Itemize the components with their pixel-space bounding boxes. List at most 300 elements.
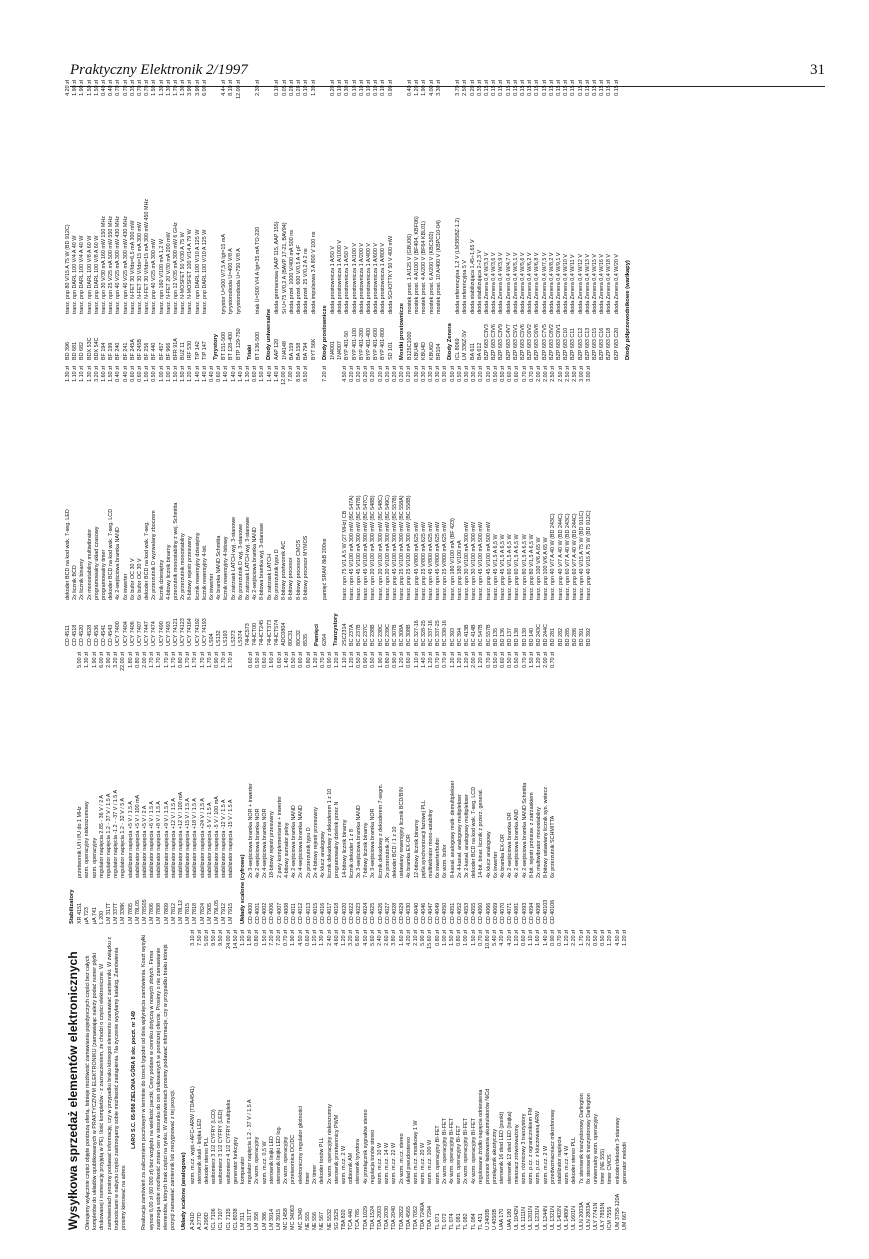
part-description: 6x inwerter: [122, 573, 129, 600]
part-number: 80C31: [288, 630, 295, 646]
part-description: 2x przerzutnik typu D: [305, 827, 312, 878]
part-price: 0.70 zł: [319, 652, 326, 668]
part-number: LM 336Z-5V: [462, 330, 469, 360]
part-number: BZP 683 C6V2: [527, 324, 534, 360]
table-row: [267, 366, 274, 646]
part-price: 1.20 zł: [312, 930, 319, 946]
part-price: 1.00 zł: [441, 930, 448, 946]
table-row: [356, 652, 363, 924]
part-price: 0.70 zł: [283, 930, 290, 946]
table-row: [507, 652, 514, 924]
part-description: 2x wzm. operacyjny: [283, 1136, 290, 1184]
part-price: 0.20 zł: [370, 366, 377, 382]
table-row: [236, 80, 243, 360]
part-price: 1.20 zł: [536, 652, 542, 668]
part-price: 1.30 zł: [86, 366, 93, 382]
table-row: [622, 930, 629, 1230]
table-row: [406, 366, 413, 646]
part-number: ULN 2003A: [578, 1202, 585, 1230]
part-description: regulacja tonów stereo: [369, 1129, 376, 1184]
part-number: BF 240: [115, 342, 122, 360]
table-row: [255, 80, 262, 360]
part-number: BD 243C: [536, 624, 542, 646]
part-number: LM 7815: [185, 903, 192, 924]
part-number: IRF 530: [187, 340, 194, 360]
part-price: 3.70 zł: [455, 80, 462, 96]
part-price: 7.20 zł: [322, 366, 329, 382]
part-number: TIP 147: [201, 341, 208, 360]
table-row: [277, 652, 284, 924]
table-row: [542, 80, 549, 360]
part-description: sterownik przetwornicy PWM: [333, 1114, 340, 1184]
part-price: 1.70 zł: [170, 652, 177, 668]
table-row: [94, 80, 101, 360]
part-number: TDA 7052: [412, 1206, 419, 1230]
part-description: dioda prostownicza 1 A/400 V: [365, 242, 372, 314]
part-price: 0.60 zł: [262, 652, 269, 668]
part-number: 1N4007: [337, 341, 344, 360]
part-number: BC 237A: [348, 624, 355, 646]
part-number: TL 081: [456, 1213, 463, 1230]
table-row: [180, 366, 187, 646]
part-price: 0.60 zł: [298, 652, 305, 668]
table-row: [399, 652, 406, 924]
part-description: tranz. N-MOSFET 50 V/30 A 75 W: [180, 232, 187, 314]
part-number: MC 3340: [297, 1208, 304, 1230]
part-description: 4x bramka NAND Schmitta: [216, 535, 223, 600]
table-row: [579, 366, 586, 646]
table-row: [558, 366, 565, 646]
table-row: [550, 652, 557, 924]
table-row: [79, 80, 86, 360]
part-description: mostek prost. 4 A/200 V (BF64 KBL01): [421, 221, 428, 314]
part-price: 0.50 zł: [456, 366, 463, 382]
table-row: [149, 652, 156, 924]
part-price: 1.20 zł: [513, 930, 520, 946]
part-number: BD 681: [72, 342, 79, 360]
part-price: 2.60 zł: [384, 930, 391, 946]
part-description: mostek prost. 10 A/400 V (KBPC10-04): [435, 220, 442, 314]
table-row: [534, 80, 541, 360]
part-price: 0.05 zł: [281, 80, 288, 96]
part-number: CD 4011: [291, 903, 298, 924]
table-row: [115, 80, 122, 360]
part-number: BA 158: [296, 342, 303, 360]
part-price: 1.70 zł: [221, 652, 228, 668]
part-price: 0.70 zł: [442, 652, 449, 668]
part-price: 0.50 zł: [514, 652, 521, 668]
table-row: [226, 930, 233, 1230]
part-description: licznik rewersyjny 4-bit.: [201, 544, 208, 600]
part-description: tranz. npn 45 V/100 mA 300 mW (BC 547C): [363, 495, 370, 600]
part-number: KBU6D: [428, 342, 435, 360]
part-number: BC 308A: [399, 624, 406, 646]
table-row: [320, 652, 327, 924]
part-price: 0.10 zł: [380, 80, 387, 96]
table-row: [378, 366, 385, 646]
part-description: stabilizator napięcia -5 V / 100 mA: [214, 796, 221, 878]
part-price: 0.90 zł: [363, 652, 370, 668]
part-description: tranz. pnp 45 V/800 mA 625 mW: [413, 522, 420, 600]
part-price: 0.40 zł: [122, 366, 129, 382]
part-price: 4.50 zł: [362, 930, 369, 946]
table-row: [435, 930, 442, 1230]
part-number: ICL 8038: [232, 1208, 239, 1230]
table-row: [248, 652, 255, 924]
table-row: [514, 652, 521, 924]
part-description: tranz. npn 40 V/25 mA 300 mW 430 MHz: [122, 216, 129, 314]
part-number: NE 555: [304, 1212, 311, 1230]
table-row: [427, 930, 434, 1230]
part-number: BC 394: [456, 628, 463, 646]
part-description: licznik rewersyjny 4-bitowy: [223, 536, 230, 600]
part-description: dioda Zenera 0,4 W/9,1 V: [556, 252, 562, 314]
part-price: 1.80 zł: [247, 930, 254, 946]
part-description: dioda Zenera 0,4 W/5,6 V: [519, 252, 526, 314]
part-description: 2x wzm. operacyjny BI-FET: [441, 1118, 448, 1184]
table-row: [421, 80, 428, 360]
part-number: 74HCT00: [252, 622, 259, 646]
part-number: U 4050B: [492, 1209, 499, 1230]
table-row: [586, 366, 593, 646]
part-price: 7.50 zł: [196, 930, 203, 946]
part-description: tranz. pnp 100 V/6 A 65 W: [543, 537, 550, 600]
part-number: CD 4070: [499, 902, 506, 924]
table-row: [207, 652, 214, 924]
part-price: 1.20 zł: [463, 652, 470, 668]
part-number: LM 317T: [247, 1208, 254, 1230]
part-price: 1.20 zł: [240, 930, 247, 946]
table-row: [327, 652, 334, 924]
part-number: TDA 7240A: [420, 1202, 427, 1230]
part-number: 6264: [322, 634, 329, 646]
table-row: [204, 930, 211, 1230]
table-row: [65, 80, 72, 360]
part-description: 8x przerzutnik typu D: [273, 549, 280, 600]
part-description: tranz. npn DARL 100 V/10 A 125 W: [194, 229, 201, 314]
part-description: woltomierz 3 1/2 CYFRY (LCD): [211, 1109, 218, 1184]
table-row: [178, 652, 185, 924]
part-description: dioda Zenera 0,4 W/6,8 V: [534, 252, 541, 314]
table-row: [166, 366, 173, 646]
part-number: UCY 74123: [180, 618, 187, 646]
part-number: UCY 74164: [187, 618, 194, 646]
part-description: tranz. pnp 40 V/25 mA 300 mW: [151, 239, 158, 314]
part-price: 3.20 zł: [348, 930, 355, 946]
table-row: [385, 652, 392, 924]
part-price: 1.70 zł: [173, 80, 180, 96]
part-price: 2.00 zł: [543, 652, 550, 668]
part-price: 1.70 zł: [228, 652, 235, 668]
part-description: 6x inwerter: [209, 573, 216, 600]
part-price: 0.50 zł: [492, 652, 499, 668]
part-description: regulator napięcia 1.2 - 37 V / 1.5 A: [247, 1099, 254, 1184]
part-number: 8535: [302, 634, 309, 646]
part-number: 74HCT245: [259, 619, 266, 646]
part-description: 2x wzm. m.cz. stereo: [398, 1133, 405, 1184]
part-number: UCY 7490: [158, 621, 165, 646]
table-row: [305, 930, 312, 1230]
part-number: TCA 440: [348, 1209, 355, 1230]
part-number: CD 4541: [101, 624, 108, 646]
part-price: 8.50 zł: [295, 366, 302, 382]
table-row: [187, 80, 194, 360]
part-price: 2.10 zł: [412, 930, 419, 946]
part-number: TL 084: [470, 1213, 477, 1230]
part-description: multiwibrator mono-astabilny: [427, 809, 434, 878]
table-row: [311, 80, 318, 360]
part-description: sterownik skali - linijka LED: [196, 1118, 203, 1184]
column-4: [65, 80, 825, 360]
table-row: [420, 930, 427, 1230]
part-price: 1.20 zł: [399, 652, 406, 668]
table-row: [284, 652, 291, 924]
part-number: BD 244C: [543, 624, 550, 646]
part-description: 6x inwerter/bufor: [435, 837, 442, 878]
table-row: [259, 366, 266, 646]
part-price: 5.90 zł: [420, 930, 427, 946]
part-description: tranz. npn 30 V/100 mA 300 mW: [471, 522, 478, 600]
table-row: [233, 930, 240, 1230]
table-row: [171, 652, 178, 924]
part-number: BZP 683 C5V6: [519, 324, 526, 360]
part-description: tranz. npn 45 V/100 mA 500 mW: [478, 522, 485, 600]
part-description: wzm. m.cz. 22 W: [391, 1142, 398, 1184]
price-table: [322, 366, 329, 646]
table-row: [391, 930, 398, 1230]
table-row: [128, 652, 135, 924]
table-row: [269, 930, 276, 1230]
table-row: [221, 80, 228, 360]
table-row: [303, 80, 310, 360]
table-row: [522, 652, 529, 924]
part-description: 3x 2-kanał. analogowy multiplekser: [463, 794, 470, 878]
part-number: AAP 120: [274, 338, 281, 360]
part-description: dekoder stereo PLL: [204, 1136, 211, 1184]
part-price: 0.70 zł: [485, 652, 492, 668]
part-price: 0.50 zł: [370, 652, 377, 668]
table-row: [144, 80, 151, 360]
part-description: mostek prost. 1 A/125 V (GBU06): [406, 234, 413, 314]
part-description: 6x wzm. bufor: [442, 844, 449, 878]
part-description: tranz. N-FET 30 V/Ids=15 mA 300 mW 450 MHz: [144, 198, 151, 314]
part-number: CD 4047: [427, 902, 434, 924]
part-description: tranz. pnp 25 V/100 mA 300 mW (BC 558B): [406, 495, 413, 600]
table-row: [543, 652, 550, 924]
part-price: 1.20 zł: [456, 652, 463, 668]
table-row: [399, 930, 406, 1230]
part-description: generator melodii: [621, 1142, 628, 1184]
part-number: TL 431: [477, 1213, 484, 1230]
part-number: UCY 7400: [115, 621, 122, 646]
part-number: TDA 2822: [398, 1206, 405, 1230]
part-number: KBU4B: [414, 342, 421, 360]
part-number: UCY 7493: [165, 621, 172, 646]
table-row: [156, 652, 163, 924]
part-description: komparator: [240, 1156, 247, 1184]
table-row: [135, 652, 142, 924]
table-row: [615, 930, 622, 1230]
part-price: 1.70 zł: [206, 652, 213, 668]
part-number: BZP 683 C8V2: [548, 324, 555, 360]
part-number: BD 282: [557, 628, 564, 646]
table-row: [536, 366, 543, 646]
part-description: 8-bitowy ustawiany licznik syn. wstecz: [543, 786, 550, 878]
part-price: 1.20 zł: [348, 652, 355, 668]
part-number: BC 393: [449, 628, 456, 646]
part-number: BD 682: [79, 342, 86, 360]
table-row: [303, 366, 310, 646]
part-price: 2.50 zł: [557, 366, 564, 382]
part-price: 1.50 zł: [108, 366, 115, 382]
part-number: BZP 683 C12: [577, 327, 584, 360]
part-description: sterownik linijki LED: [268, 1136, 275, 1184]
part-price: 6.00 zł: [98, 652, 105, 668]
part-price: 1.70 zł: [578, 930, 585, 946]
part-price: 0.50 zł: [600, 930, 607, 946]
part-description: tyrystorodioda U=750 V/8 A: [235, 248, 242, 314]
table-row: [485, 930, 492, 1230]
part-number: UAA 170: [499, 1208, 506, 1230]
part-description: enkoder/dekoder 3-stanowy: [614, 1117, 621, 1184]
table-row: [556, 80, 563, 360]
part-description: procesor ładowania akumulatorów NiCd: [484, 1088, 491, 1184]
part-number: TDA 1029: [362, 1206, 369, 1230]
table-row: [290, 930, 297, 1230]
part-description: tranz. N-FET 30 V/Ids=15 mA 300 mW: [137, 221, 144, 314]
part-description: 6x inwerter: [492, 851, 499, 878]
part-price: 0.15 zł: [534, 80, 541, 96]
part-number: BZP 683 C3V9: [498, 324, 505, 360]
part-number: UL 1402N: [557, 1205, 563, 1230]
part-price: 0.15 zł: [613, 80, 620, 96]
part-description: 8-bitowy rejestr przesuwny: [187, 536, 194, 600]
section-title: Tranzystory: [333, 613, 340, 646]
part-price: 1.10 zł: [341, 652, 348, 668]
part-number: U 2400B: [484, 1209, 491, 1230]
part-price: 0.15 zł: [606, 80, 613, 96]
part-description: tranz. npn 45 V/1,5 A 6,5 W: [492, 534, 499, 600]
table-row: [356, 366, 363, 646]
part-price: 12.00 zł: [281, 366, 288, 385]
part-price: 0.90 zł: [391, 652, 398, 668]
part-price: 2.20 zł: [585, 930, 592, 946]
table-row: [288, 366, 295, 646]
part-price: 1.30 zł: [84, 652, 91, 668]
part-description: 4x 2-wejściowa bramka NAND: [252, 527, 259, 600]
part-price: 0.70 zł: [550, 652, 557, 668]
part-number: ULY 7741N: [593, 1202, 600, 1230]
part-number: BZP 683 C15: [592, 327, 599, 360]
table-row: [151, 366, 158, 646]
part-number: LM 7812: [170, 903, 177, 924]
part-description: 8x zatrzask LATCH: [266, 553, 273, 600]
part-description: stabilizator napięcia: [557, 1136, 563, 1184]
part-price: 0.90 zł: [214, 652, 221, 668]
table-row: [262, 930, 269, 1230]
part-description: 2x 3-wejściowa bramka NOR + inwerter: [247, 783, 254, 878]
part-price: 1.30 zł: [180, 80, 187, 96]
part-price: 1.70 zł: [199, 652, 206, 668]
table-row: [330, 80, 337, 360]
table-row: [370, 652, 377, 924]
part-description: stabilizator napięcia -5 V / 1.5 A: [206, 802, 213, 878]
table-row: [462, 80, 469, 360]
part-number: LM 78S05: [142, 899, 149, 924]
part-description: 2x timer: [312, 1164, 319, 1184]
part-number: BC 337-25: [435, 620, 442, 646]
part-description: 4-bitowy sumator pełny: [283, 822, 290, 878]
part-description: tranz. N-MOSFET 100 V/14 A 79 W: [187, 229, 194, 314]
part-price: 0.10 zł: [303, 80, 310, 96]
part-number: KBU4D: [421, 342, 428, 360]
part-number: µA 741: [91, 907, 98, 924]
table-row: [187, 366, 194, 646]
part-price: 0.70 zł: [144, 80, 151, 96]
table-row: [429, 80, 436, 360]
part-description: stabilizator napięcia +18 V / 1.5 A: [192, 798, 199, 878]
table-row: [221, 652, 228, 924]
part-price: 0.15 zł: [527, 80, 534, 96]
part-number: LM 7818: [192, 903, 199, 924]
table-row: [144, 366, 151, 646]
part-price: 0.60 zł: [304, 930, 311, 946]
table-row: [450, 652, 457, 924]
price-table: [330, 80, 395, 360]
part-price: 0.50 zł: [255, 652, 262, 668]
section-title: Stabilizatory: [69, 889, 75, 924]
part-price: 0.80 zł: [178, 652, 185, 668]
part-number: CD 4028: [391, 902, 398, 924]
part-price: 1.30 zł: [165, 80, 172, 96]
table-row: [77, 652, 84, 924]
price-table: [77, 652, 235, 924]
part-price: 1.60 zł: [398, 930, 405, 946]
table-row: [190, 930, 197, 1230]
part-price: 1.20 zł: [607, 930, 614, 946]
part-description: tranz. npn 45 V/800 mA 625 mW: [435, 522, 442, 600]
part-description: 8-bitowa bramka wyj. 3-stanowe: [259, 523, 266, 600]
part-number: BD 136: [499, 628, 506, 646]
article-intro: Oferujemy wyłącznie części objęte poniższą ofertą. Istnieje możliwość zamawiania pojedynczych części bez całych kompletów do układów opublikowanych w PRAKTYCZNYM ELEKTRONIKU (zamawiając należy podać numer płytki drukowanej i numerację przyjętą w PE). Ilość kompletów - z zaznaczeniem, że chodzi o części elektroniczne. W zamówieniach prosimy podawać informację, czy w przypadku braku któregoś elementu zamawiać zamienniki. W związku z trudnościami w nabyciu części zastrzegamy sobie możliwość zastąpienia. Na życzenie wysyłamy katalog. Zamówienia prosimy kierować na adres:: [85, 936, 128, 1230]
part-price: 0.15 zł: [519, 80, 526, 96]
part-price: 0.80 zł: [456, 930, 463, 946]
part-price: 1.10 zł: [79, 366, 86, 382]
part-number: BYP 401-100: [351, 328, 358, 360]
part-number: UCY 7406: [129, 621, 136, 646]
part-price: 0.70 zł: [557, 930, 563, 946]
table-row: [499, 930, 506, 1230]
table-row: [211, 930, 218, 1230]
table-row: [578, 80, 585, 360]
part-price: 0.60 zł: [406, 652, 413, 668]
table-row: [442, 652, 449, 924]
part-number: BD 285: [564, 628, 571, 646]
table-row: [245, 366, 252, 646]
part-description: wzm. operacyjny BI-FET: [456, 1125, 463, 1184]
table-row: [142, 652, 149, 924]
part-number: CD 4017: [327, 902, 334, 924]
part-price: 0.60 zł: [514, 366, 521, 382]
part-description: tranz. npn 45 V/100 mA 300 mW (BC 547B): [355, 495, 362, 600]
table-row: [492, 930, 499, 1230]
section-title: Diody Zenera: [446, 323, 453, 360]
part-number: BZP 683 C18: [606, 327, 613, 360]
part-description: dekoder BCD / 1 z 10: [391, 826, 398, 878]
part-price: 0.20 zł: [399, 366, 406, 382]
table-row: [366, 80, 373, 360]
part-price: 7.20 zł: [268, 930, 275, 946]
